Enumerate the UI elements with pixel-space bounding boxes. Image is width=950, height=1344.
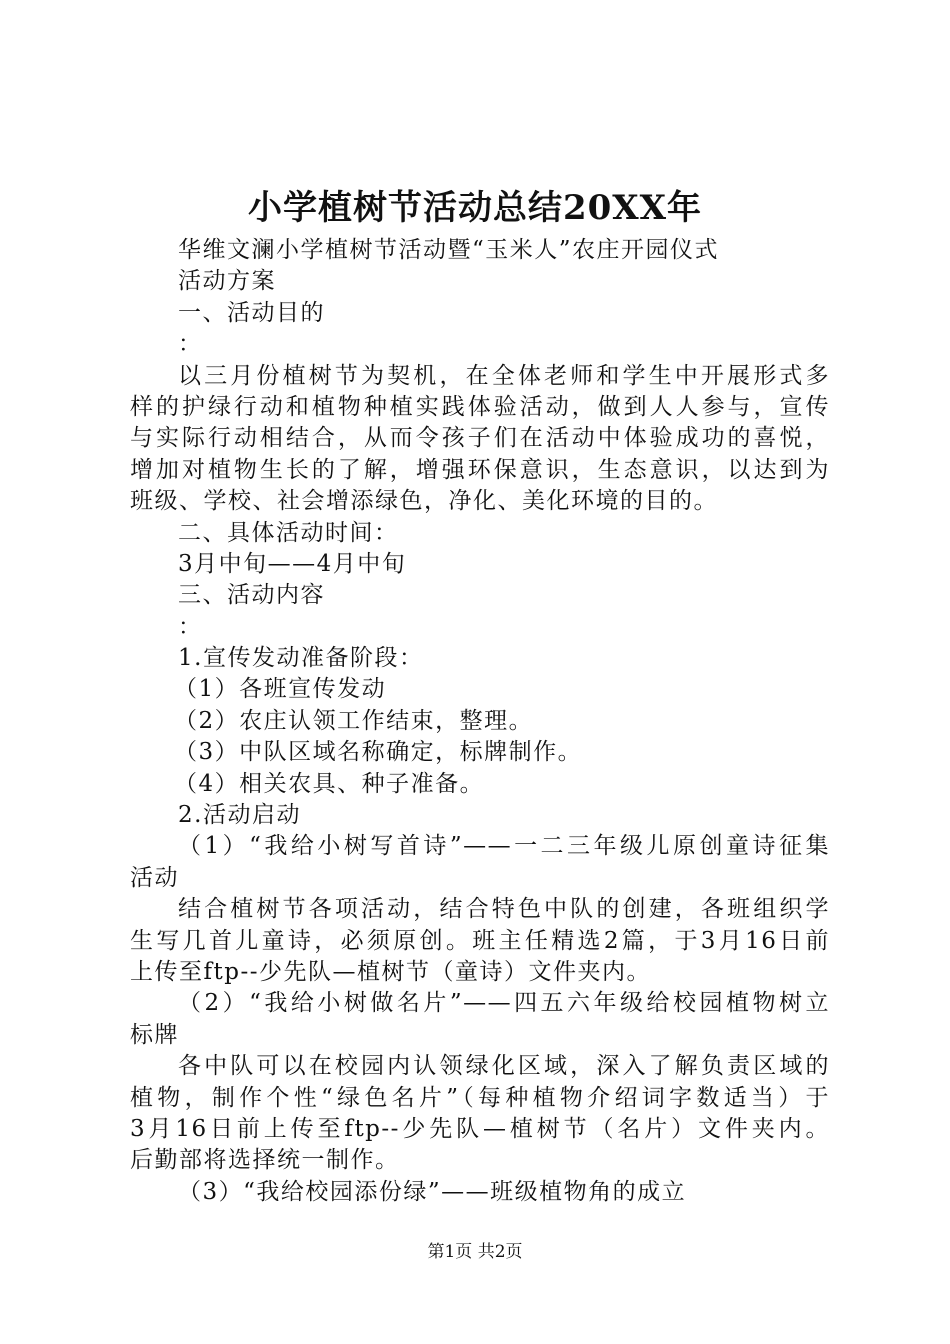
body-line: 一、活动目的 [178,299,325,326]
document-title: 小学植树节活动总结20XX年 [247,188,703,228]
body-line: （4）相关农具、种子准备。 [174,770,485,797]
body-line: 活动方案 [178,268,276,295]
body-line: 2.活动启动 [178,802,301,829]
body-line: （2）农庄认领工作结束，整理。 [174,707,534,734]
body-line: ： [178,331,203,358]
body-line: 植物，制作个性“绿色名片”（每种植物介绍词字数适当）于 [130,1084,830,1111]
body-line: 1.宣传发动准备阶段： [178,645,424,672]
body-line: 班级、学校、社会增添绿色，净化、美化环境的目的。 [130,488,718,515]
page-footer: 第1页 共2页 [427,1242,523,1262]
body-line: 3月中旬——4月中旬 [178,550,407,577]
body-line: 3月16日前上传至ftp--少先队—植树节（名片）文件夹内。 [130,1115,830,1142]
body-line: 各中队可以在校园内认领绿化区域，深入了解负责区域的 [178,1053,830,1080]
body-line: ： [178,613,203,640]
body-line: （2）“我给小树做名片”——四五六年级给校园植物树立 [178,990,830,1017]
body-line: 三、活动内容 [178,582,325,609]
body-line: （3）中队区域名称确定，标牌制作。 [174,739,583,766]
body-line: 生写几首儿童诗，必须原创。班主任精选2篇，于3月16日前 [130,927,830,954]
body-line: 增加对植物生长的了解，增强环保意识，生态意识，以达到为 [130,456,830,483]
body-line: （3）“我给校园添份绿”——班级植物角的成立 [178,1178,687,1205]
body-line: 华维文澜小学植树节活动暨“玉米人”农庄开园仪式 [178,237,720,263]
body-line: 以三月份植树节为契机，在全体老师和学生中开展形式多 [178,362,830,389]
body-line: 后勤部将选择统一制作。 [130,1147,400,1174]
body-line: 活动 [130,864,179,891]
body-line: （1）各班宣传发动 [174,676,387,703]
document-body [130,235,830,1208]
body-line: 与实际行动相结合，从而令孩子们在活动中体验成功的喜悦， [130,425,830,452]
body-line: 结合植树节各项活动，结合特色中队的创建，各班组织学 [178,896,830,923]
body-line: 二、具体活动时间： [178,519,399,546]
body-line: （1）“我给小树写首诗”——一二三年级儿原创童诗征集 [178,833,830,860]
body-line: 标牌 [130,1021,179,1048]
body-line: 上传至ftp--少先队—植树节（童诗）文件夹内。 [130,958,652,985]
body-line: 样的护绿行动和植物种植实践体验活动，做到人人参与，宣传 [130,393,830,420]
